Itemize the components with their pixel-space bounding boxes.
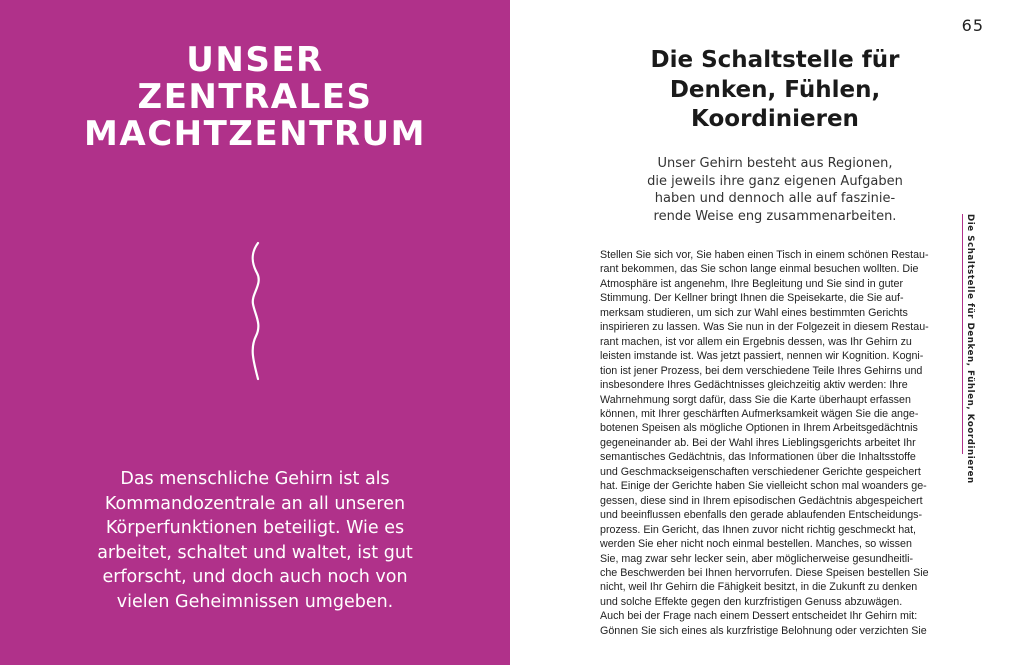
chapter-title [0, 42, 510, 153]
body-paragraph [600, 248, 950, 638]
body-line: che Beschwerden bei Ihnen hervorrufen. Diese Speisen bestellen Sie [600, 566, 929, 579]
body-line: und Geschmackseigenschaften verschiedener Gerichte gespeichert [600, 465, 921, 478]
lead-line: Unser Gehirn besteht aus Regionen, [657, 156, 893, 171]
body-line: Auch bei der Frage nach einem Dessert entscheidet Ihr Gehirn mit: [600, 610, 918, 623]
body-line: prozess. Ein Gericht, das Ihnen zuvor nicht richtig geschmeckt hat, [600, 523, 917, 536]
body-line: leisten imstande ist. Was jetzt passiert, nennen wir Kognition. Kogni- [600, 350, 924, 363]
body-line: gegeneinander ab. Bei der Wahl ihres Lieblingsgerichts arbeitet Ihr [600, 436, 916, 449]
body-line: gessen, diese sind in Ihrem episodischen Gedächtnis abgespeichert [600, 494, 923, 507]
body-line: werden Sie eher nicht noch einmal bestellen. Manches, so wissen [600, 538, 912, 551]
body-line: tion ist jener Prozess, bei dem verschiedene Teile Ihres Gehirns und [600, 364, 923, 377]
side-tab [962, 214, 983, 484]
chapter-title-line: UNSER [186, 40, 324, 80]
section-title-line: Denken, Fühlen, [669, 76, 881, 103]
chapter-title-line: MACHTZENTRUM [84, 114, 426, 154]
body-line: Wahrnehmung sorgt dafür, dass Sie die Karte überhaupt erfassen [600, 393, 911, 406]
section-title-line: Koordinieren [691, 106, 859, 132]
body-line: können, mit Ihrer geschärften Aufmerksamkeit wägen Sie die ange- [600, 407, 919, 420]
section-title [644, 46, 906, 135]
body-line: und solche Effekte gegen den kurzfristigen Genuss abzuwägen. [600, 595, 903, 608]
body-line: semantisches Gedächtnis, das Informationen über die Inhaltsstoffe [600, 451, 916, 464]
wavy-line-decoration [238, 240, 274, 382]
body-line: botenen Speisen als mögliche Optionen in Ihrem Arbeitsgedächtnis [600, 422, 918, 435]
body-line: rant machen, ist vor allem ein Ergebnis dessen, was Ihr Gehirn zu [600, 335, 912, 348]
body-line: und beeinflussen ebenfalls den gerade ablaufenden Entscheidungs- [600, 509, 923, 522]
body-line: hat. Einige der Gerichte haben Sie vielleicht schon mal woanders ge- [600, 480, 927, 493]
body-line: Stimmung. Der Kellner bringt Ihnen die Speisekarte, die Sie auf- [600, 292, 904, 305]
lead-line: haben und dennoch alle auf faszinie- [654, 191, 896, 206]
chapter-title-line: ZENTRALES [137, 77, 373, 117]
body-line: insbesondere Ihres Gedächtnisses gleichzeitig aktiv werden: Ihre [600, 379, 908, 392]
lead-line: rende Weise eng zusammenarbeiten. [653, 208, 897, 224]
body-line: Gönnen Sie sich eines als kurzfristige Belohnung oder verzichten Sie [600, 624, 927, 637]
page-number: 65 [961, 16, 984, 35]
body-line: rant bekommen, das Sie schon lange einmal besuchen wollten. Die [600, 263, 919, 276]
right-page [510, 0, 1020, 665]
section-title-line: Die Schaltstelle für [650, 47, 900, 73]
chapter-intro: Das menschliche Gehirn ist als Kommandozentrale an all unseren Körperfunktionen beteiligt. Wie es arbeitet, schaltet und waltet, ist gut erforscht, und doch auch noch von vielen Geheimnissen umgeben. [97, 469, 413, 612]
body-line: Sie, mag zwar sehr lecker sein, aber möglicherweise gesundheitli- [600, 552, 914, 565]
body-line: Atmosphäre ist angenehm, Ihre Begleitung und Sie sind in guter [600, 277, 904, 290]
body-line: inspirieren zu lassen. Was Sie nun in der Folgezeit in diesem Restau- [600, 321, 929, 334]
lead-line: die jeweils ihre ganz eigenen Aufgaben [647, 173, 903, 189]
body-line: nicht, weil Ihr Gehirn die Fähigkeit besitzt, in die Zukunft zu denken [600, 581, 918, 594]
running-header: Die Schaltstelle für Denken, Fühlen, Koordinieren [965, 214, 975, 484]
body-line: Stellen Sie sich vor, Sie haben einen Tisch in einem schönen Restau- [600, 249, 929, 261]
section-lead [644, 155, 906, 225]
body-line: merksam studieren, um sich zur Wahl eines bestimmten Gerichts [600, 306, 908, 319]
